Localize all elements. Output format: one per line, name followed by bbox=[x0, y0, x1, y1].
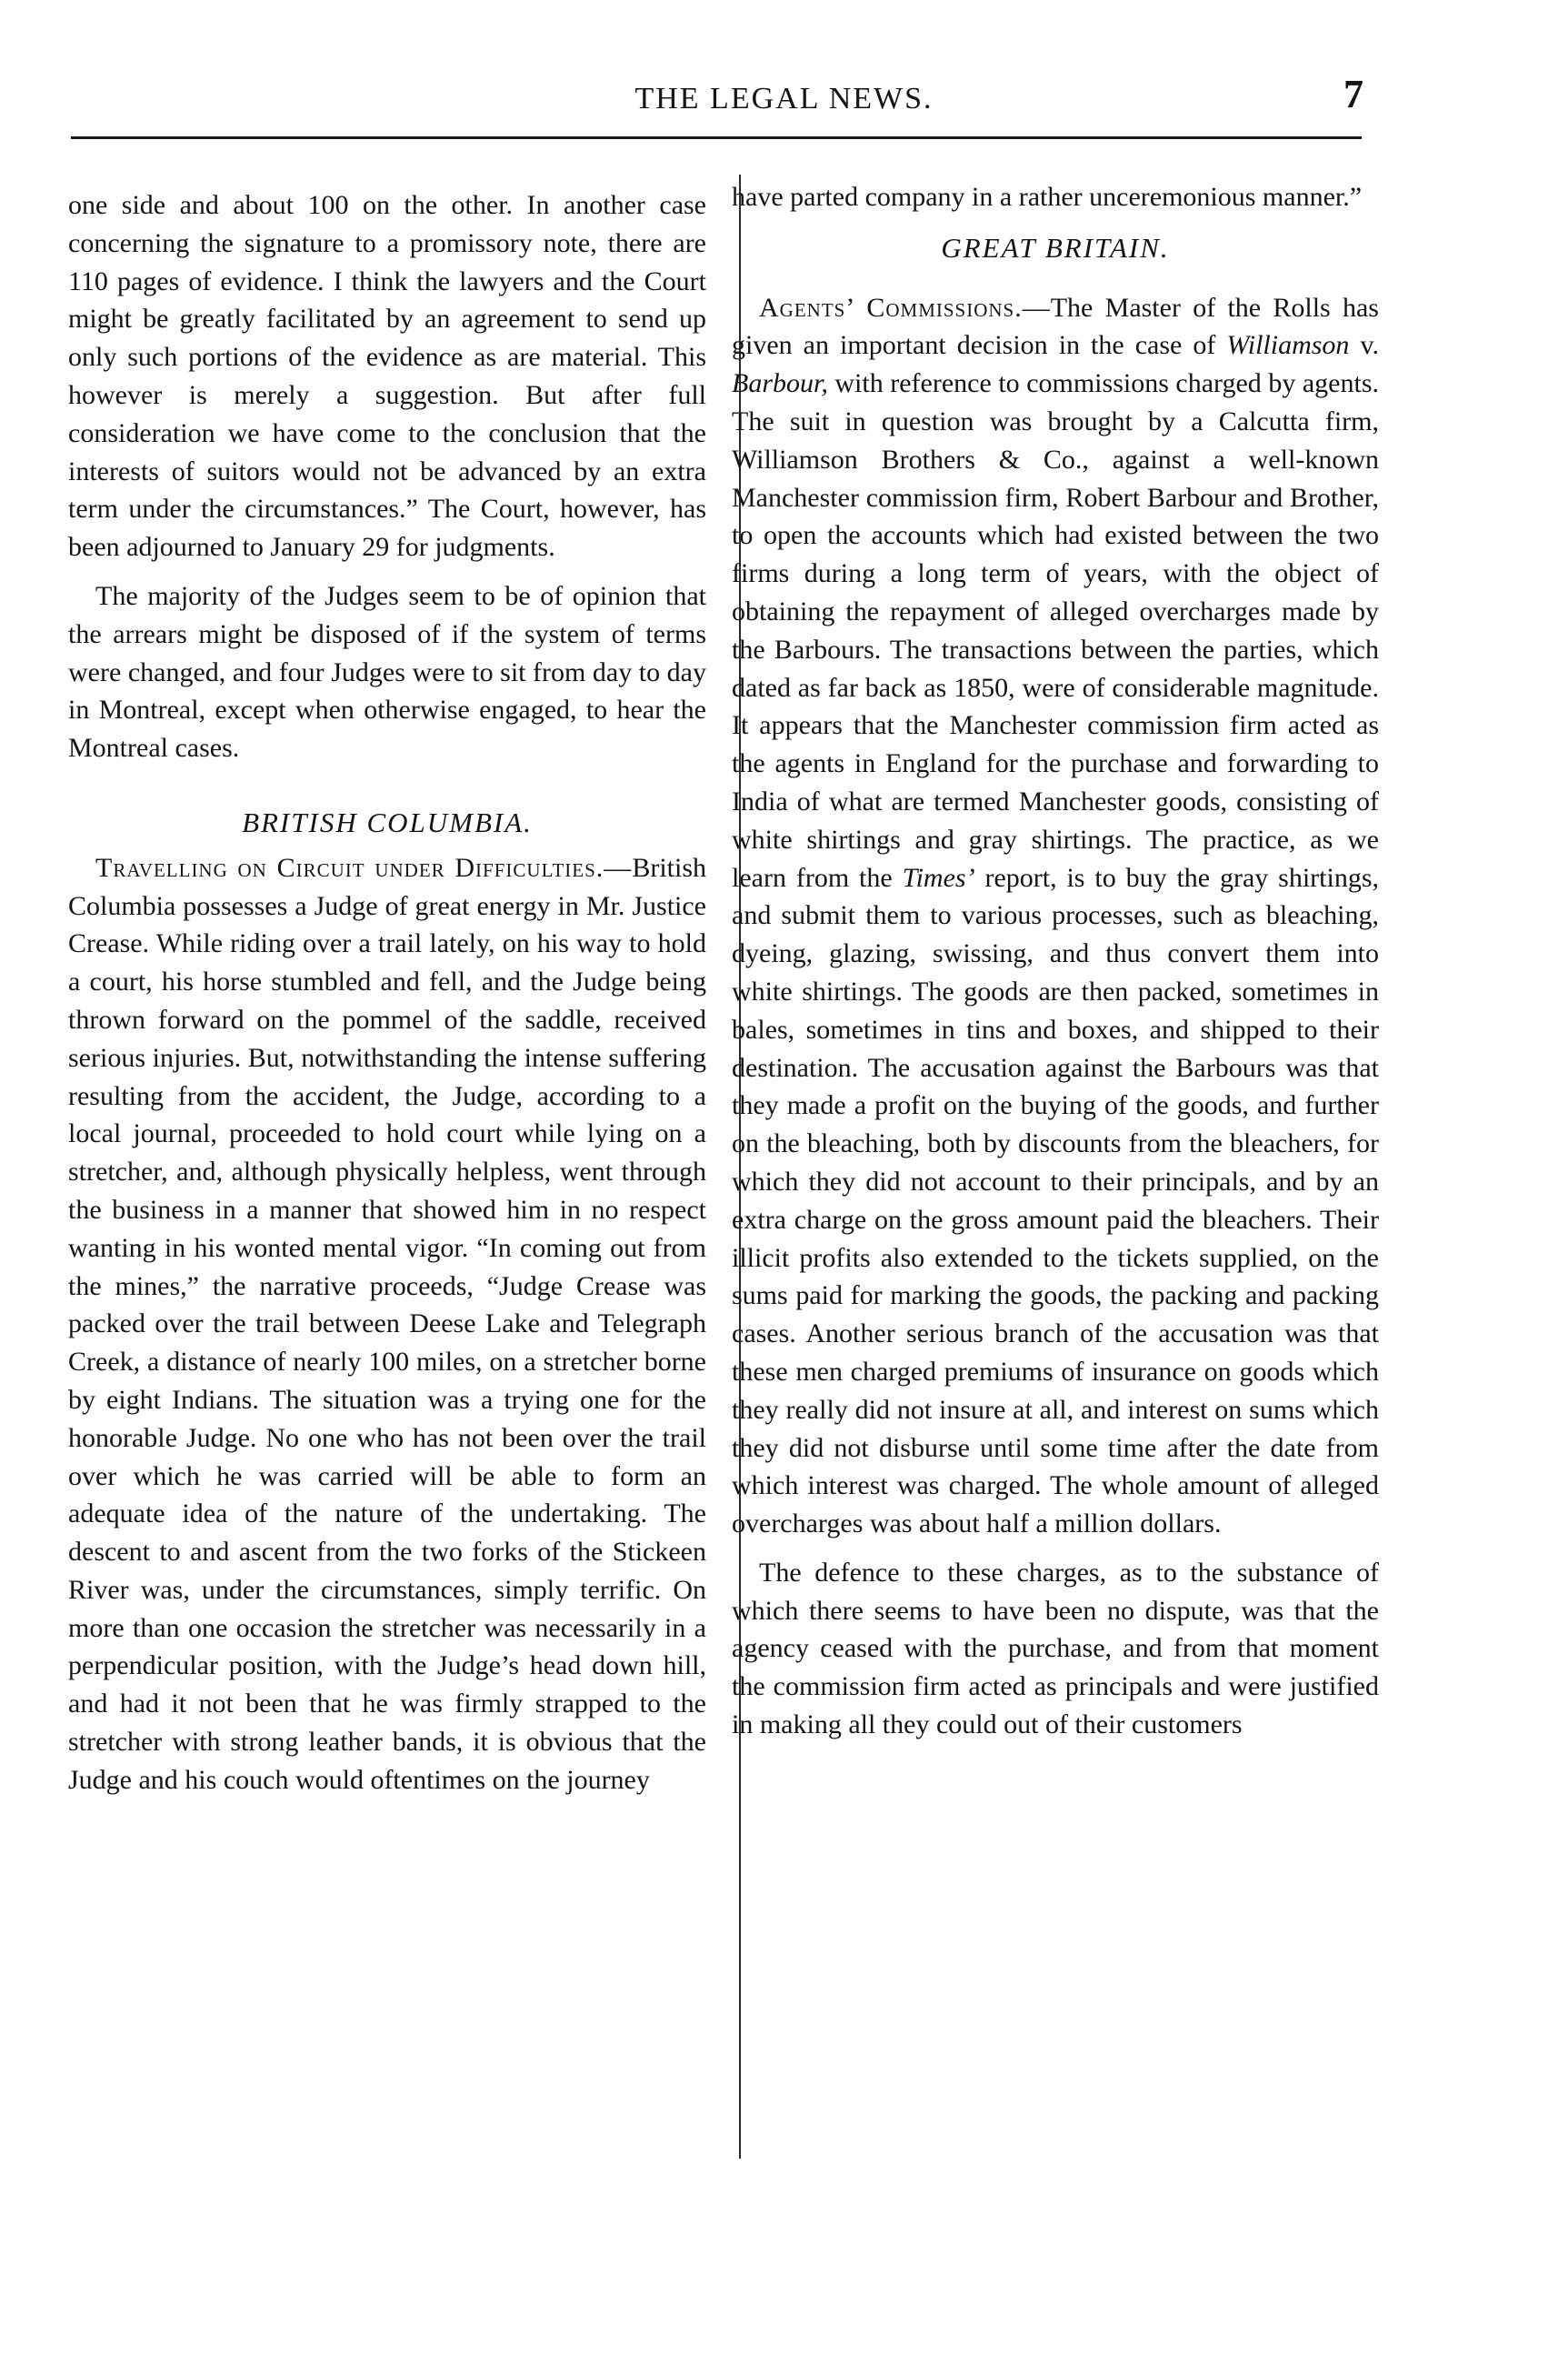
publication-name-times: Times’ bbox=[902, 862, 975, 893]
paragraph-continuation: one side and about 100 on the other. In another case concerning the signature to a promissory note, there are 110 pages of evidence. I think the lawyers and the Court might be greatly facilitated by an agreement to send up only such portions of the evidence as are material. This however is merely a suggestion. But after full consideration we have come to the conclusion that the interests of suitors would not be advanced by an extra term under the circumstances.” The Court, however, has been adjourned to January 29 for judgments. bbox=[68, 190, 706, 563]
case-name-williamson: Williamson bbox=[1226, 330, 1350, 361]
left-column bbox=[68, 186, 706, 1799]
paragraph-majority-judges: The majority of the Judges seem to be of opinion that the arrears might be disposed of if the system of terms were changed, and four Judges were to sit from day to day in Montreal, except when otherwise engaged, to hear the Montreal cases. bbox=[68, 580, 706, 764]
section-title-great-britain: GREAT BRITAIN. bbox=[941, 231, 1170, 264]
page-number: 7 bbox=[1343, 72, 1363, 116]
case-name-barbour: Barbour, bbox=[732, 368, 828, 399]
running-title: THE LEGAL NEWS. bbox=[634, 82, 934, 115]
paragraph-defence: The defence to these charges, as to the substance of which there seems to have been no dispute, was that the agency ceased with the purchase, and from that moment the commission firm acted as principals and were justified in making all they could out of their customers bbox=[732, 1557, 1379, 1740]
paragraph-agents-commissions bbox=[732, 289, 1379, 1543]
paragraph-continuation: have parted company in a rather unceremonious manner.” bbox=[732, 182, 1363, 212]
paragraph-body: with reference to commissions charged by agents. The suit in question was brought by a Calcutta firm, Williamson Brothers & Co., against a well-known Manchester commission firm, Robert Barbour and Brother, to open the accounts which had existed between the two firms during a long term of years, with the object of obtaining the repayment of alleged overcharges made by the Barbours. The transactions between the parties, which dated as far back as 1850, were of considerable magnitude. It appears that the Manchester commission firm acted as the agents in England for the purchase and forwarding to India of what are termed Manchester goods, consisting of white shirtings and gray shirtings. The practice, as we learn from the bbox=[732, 368, 1379, 893]
section-title-british-columbia: BRITISH COLUMBIA. bbox=[242, 806, 533, 838]
versus: v. bbox=[1349, 330, 1379, 361]
paragraph-body: report, is to buy the gray shirtings, and submit them to various processes, such as bleaching, dyeing, glazing, swissing, and thus convert them into white shirtings. The goods are then packed, sometimes in bales, sometimes in tins and boxes, and shipped to their destination. The accusation against the Barbours was that they made a profit on the buying of the goods, and further on the bleaching, both by discounts from the bleachers, for which they did not account to their principals, and by an extra charge on the gross amount paid the bleachers. Their illicit profits also extended to the tickets supplied, on the sums paid for marking the goods, the packing and packing cases. Another serious branch of the accusation was that these men charged premiums of insurance on goods which they really did not insure at all, and interest on sums which they did not disburse until some time after the date from which interest was charged. The whole amount of alleged overcharges was about half a million dollars. bbox=[732, 862, 1380, 1539]
paragraph-body: British Columbia possesses a Judge of great energy in Mr. Justice Crease. While riding over a trail lately, on his way to hold a court, his horse stumbled and fell, and the Judge being thrown forward on the pommel of the saddle, received serious injuries. But, notwithstanding the intense suffering resulting from the accident, the Judge, according to a local journal, proceeded to hold court while lying on a stretcher, and, although physically helpless, went through the business in a manner that showed him in no respect wanting in his wonted mental vigor. “In coming out from the mines,” the narrative proceeds, “Judge Crease was packed over the trail between Deese Lake and Telegraph Creek, a distance of nearly 100 miles, on a stretcher borne by eight Indians. The situation was a trying one for the honorable Judge. No one who has not been over the trail over which he was carried will be able to form an adequate idea of the nature of the undertaking. The descent to and ascent from the two forks of the Stickeen River was, under the circumstances, simply terrific. On more than one occasion the stretcher was necessarily in a perpendicular position, with the Judge’s head down hill, and had it not been that he was firmly strapped to the stretcher with strong leather bands, it is obvious that the Judge and his couch would oftentimes on the journey bbox=[68, 852, 706, 1795]
run-in-heading: Travelling on Circuit under Difficulties.— bbox=[95, 852, 633, 883]
paragraph-body: The Master of the Rolls has given an important decision in the case of bbox=[732, 292, 1379, 361]
right-column bbox=[732, 178, 1379, 1744]
paragraph-travelling-on-circuit bbox=[68, 849, 706, 1799]
run-in-heading: Agents’ Commissions.— bbox=[759, 292, 1051, 323]
header-rule bbox=[71, 136, 1362, 139]
